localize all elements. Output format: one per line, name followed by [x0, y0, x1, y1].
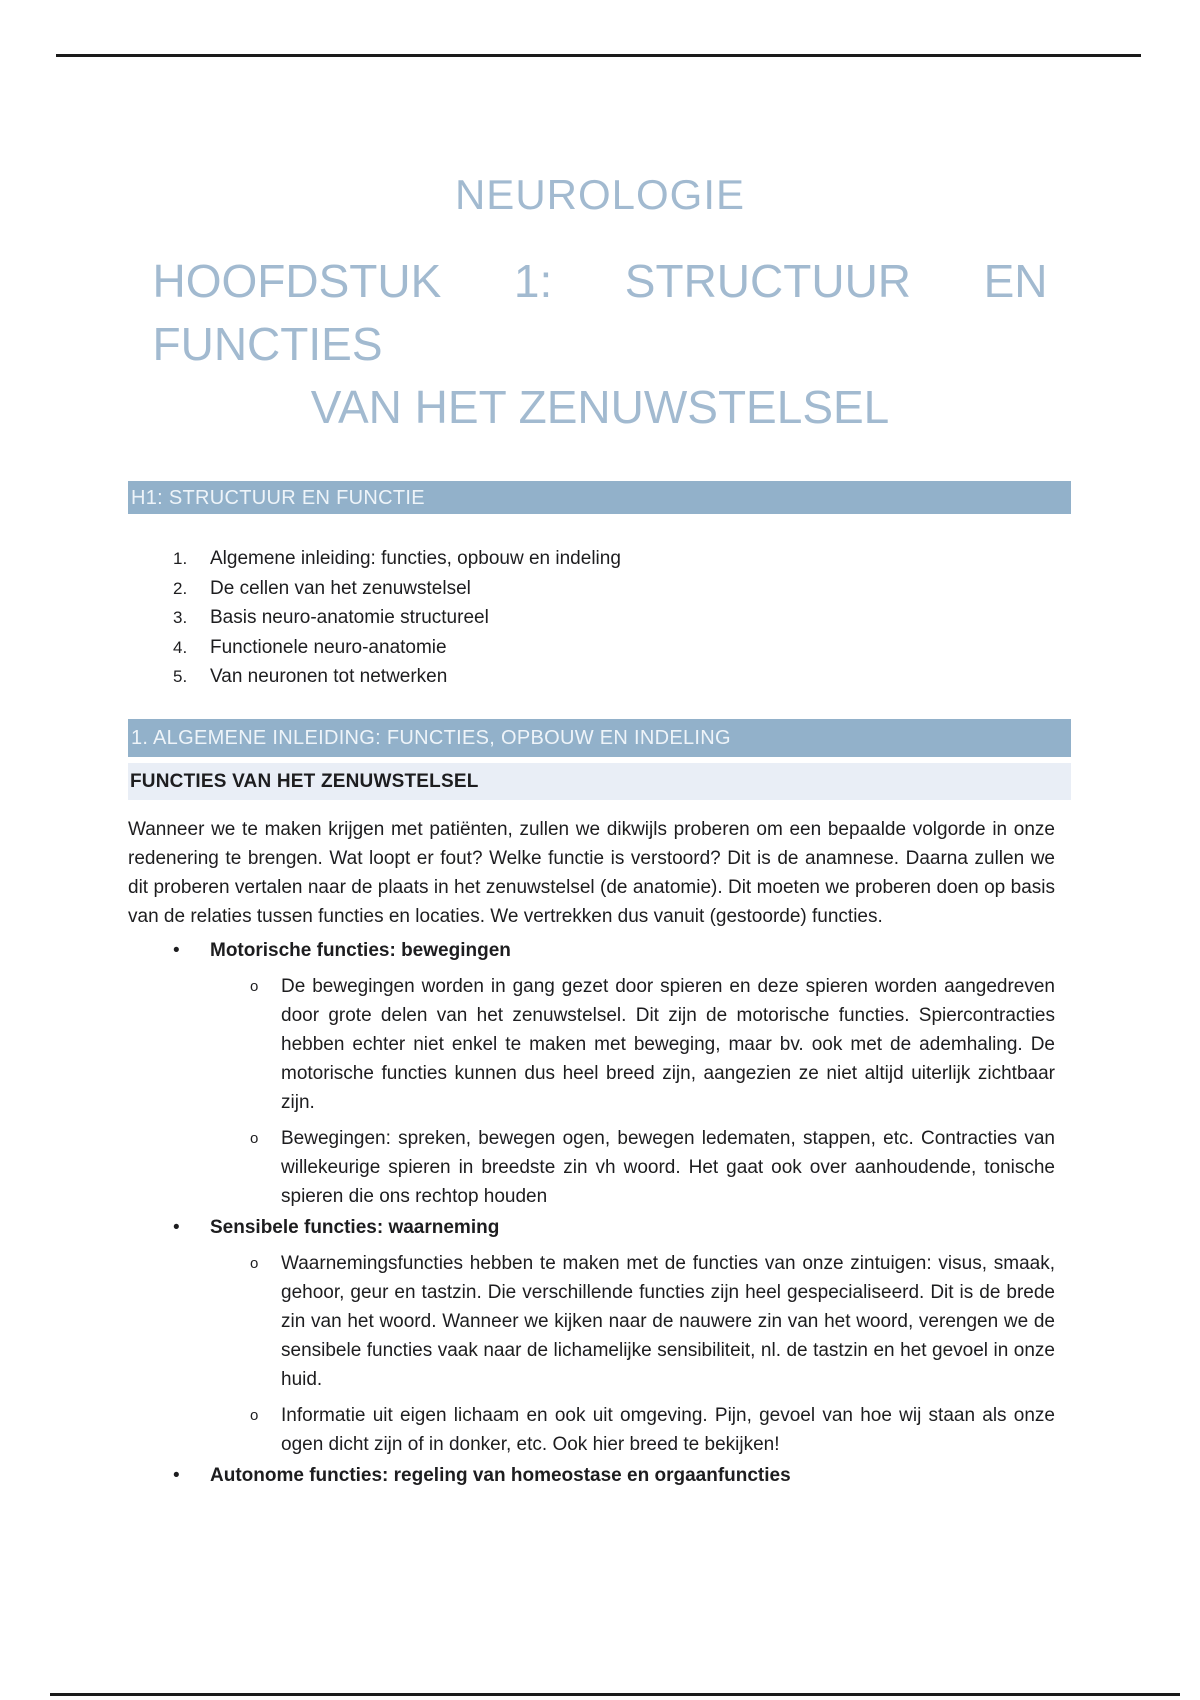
sub-bullet-marker-icon: o [250, 977, 259, 995]
outline-item-number: 4. [173, 637, 188, 657]
bottom-border-rule [50, 1693, 1180, 1696]
sub-bullet-text: Informatie uit eigen lichaam en ook uit omgeving. Pijn, gevoel van hoe wij staan als onze ogen dicht zijn of in donker, etc. Ook hier breed te bekijken! [281, 1404, 1055, 1455]
outline-item [128, 574, 1072, 604]
sub-bullet-marker-icon: o [250, 1254, 259, 1272]
outline-item [128, 662, 1072, 692]
document-title: NEUROLOGIE [454, 171, 746, 218]
outline-item-number: 3. [173, 608, 188, 627]
top-border-rule [56, 54, 1141, 57]
section-1-banner: 1. ALGEMENE INLEIDING: FUNCTIES, OPBOUW EN INDELING [128, 719, 1071, 757]
sub-bullet-text: Waarnemingsfuncties hebben te maken met de functies van onze zintuigen: visus, smaak, gehoor, geur en tastzin. Die verschillende functies zijn heel gespecialiseerd. Dit is de brede zin van het woord. Wanneer we kijken naar de nauwere zin van het woord, verengen we de sensibele functies vaak naar de lichamelijke sensibiliteit, nl. de tastzin en het gevoel in onze huid. [281, 1252, 1055, 1390]
h1-section-banner: H1: STRUCTUUR EN FUNCTIE [128, 481, 1071, 514]
outline-item-label: Van neuronen tot netwerken [210, 666, 448, 687]
chapter-title-line1: HOOFDSTUK 1: STRUCTUUR EN FUNCTIES [152, 255, 1048, 370]
chapter-title [153, 250, 1048, 439]
sub-bullet-item [128, 1401, 1055, 1459]
bullet-item-autonomic [128, 1461, 1055, 1490]
outline-item-number: 2. [173, 578, 188, 598]
outline-item [128, 633, 1072, 663]
sub-bullet-marker-icon: o [250, 1406, 259, 1424]
sub-bullet-item [128, 1249, 1055, 1394]
sub-bullet-marker-icon: o [250, 1129, 259, 1147]
sub-bullet-item [128, 972, 1055, 1117]
outline-item-number: 5. [173, 667, 188, 686]
bullet-label: Sensibele functies: waarneming [210, 1216, 500, 1238]
outline-item-label: Algemene inleiding: functies, opbouw en indeling [210, 548, 621, 569]
outline-item-number: 1. [173, 549, 188, 568]
subsection-banner: FUNCTIES VAN HET ZENUWSTELSEL [128, 763, 1071, 800]
sub-bullet-text: De bewegingen worden in gang gezet door spieren en deze spieren worden aangedreven door grote delen van het zenuwstelsel. Dit zijn de motorische functies. Spiercontracties hebben echter niet enkel te maken met beweging, maar bv. ook met de ademhaling. De motorische functies kunnen dus heel breed zijn, aangezien ze niet altijd uiterlijk zichtbaar zijn. [281, 975, 1055, 1113]
functions-bullet-list [128, 936, 1055, 1490]
bullet-marker-icon: • [173, 1464, 180, 1486]
bullet-marker-icon: • [173, 939, 180, 961]
sub-bullet-item [128, 1124, 1055, 1211]
bullet-label: Motorische functies: bewegingen [210, 939, 511, 961]
intro-paragraph: Wanneer we te maken krijgen met patiënten, zullen we dikwijls proberen om een bepaalde volgorde in onze redenering te brengen. Wat loopt er fout? Welke functie is verstoord? Dit is de anamnese. Daarna zullen we dit proberen vertalen naar de plaats in het zenuwstelsel (de anatomie). Dit moeten we proberen doen op basis van de relaties tussen functies en locaties. We vertrekken dus vanuit (gestoorde) functies. [128, 818, 1055, 927]
outline-item-label: Basis neuro-anatomie structureel [210, 607, 489, 628]
content-column [128, 481, 1072, 1490]
outline-item-label: Functionele neuro-anatomie [210, 636, 447, 658]
chapter-title-line2: VAN HET ZENUWSTELSEL [310, 381, 890, 433]
chapter-outline-list [128, 544, 1072, 692]
outline-item [128, 544, 1072, 574]
bullet-label: Autonome functies: regeling van homeostase en orgaanfuncties [210, 1464, 791, 1486]
bullet-item-motor [128, 936, 1055, 965]
bullet-marker-icon: • [173, 1216, 180, 1238]
outline-item [128, 603, 1072, 633]
sub-bullet-text: Bewegingen: spreken, bewegen ogen, bewegen ledematen, stappen, etc. Contracties van willekeurige spieren in breedste zin vh woord. Het gaat ook over aanhoudende, tonische spieren die ons rechtop houden [281, 1127, 1055, 1207]
bullet-item-sensory [128, 1213, 1055, 1242]
outline-item-label: De cellen van het zenuwstelsel [210, 577, 471, 599]
